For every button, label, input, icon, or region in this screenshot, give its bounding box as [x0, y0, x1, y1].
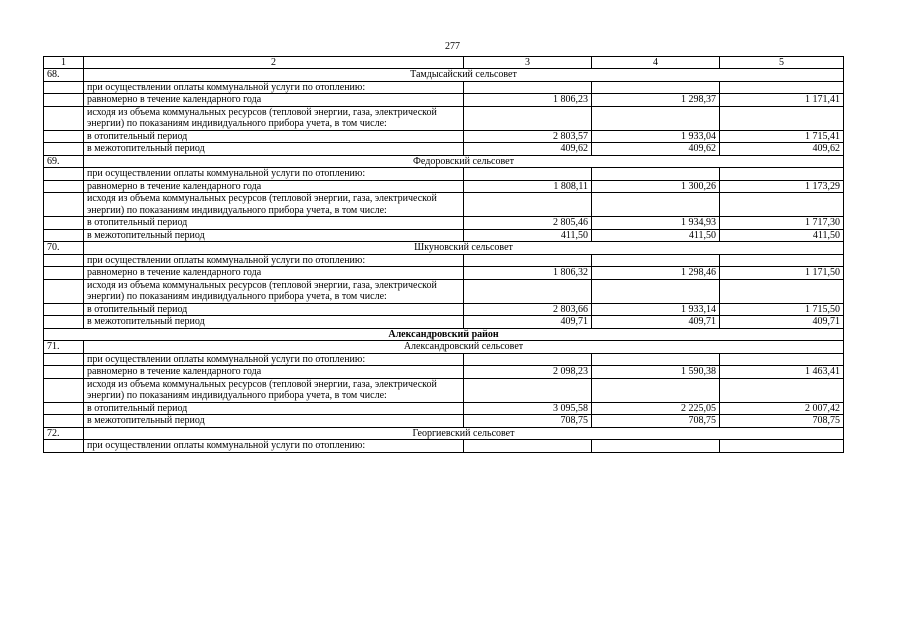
empty-cell — [44, 440, 84, 453]
empty-cell — [464, 168, 592, 181]
value-cell: 411,50 — [720, 229, 844, 242]
intro-row — [44, 353, 844, 366]
empty-cell — [592, 440, 720, 453]
row-label: при осуществлении оплаты коммунальной услуги по отоплению: — [84, 168, 464, 181]
empty-cell — [44, 415, 84, 428]
section-row — [44, 69, 844, 82]
row-label: в межотопительный период — [84, 316, 464, 329]
row-label: равномерно в течение календарного года — [84, 180, 464, 193]
header-row — [44, 57, 844, 69]
row-label: в отопительный период — [84, 217, 464, 230]
empty-cell — [720, 279, 844, 303]
value-cell: 409,71 — [592, 316, 720, 329]
empty-cell — [44, 143, 84, 156]
empty-cell — [44, 106, 84, 130]
empty-cell — [44, 217, 84, 230]
empty-cell — [720, 440, 844, 453]
empty-cell — [44, 168, 84, 181]
intro-row — [44, 81, 844, 94]
empty-cell — [44, 94, 84, 107]
intro-row — [44, 168, 844, 181]
empty-cell — [44, 366, 84, 379]
empty-cell — [720, 353, 844, 366]
value-cell: 1 715,50 — [720, 303, 844, 316]
value-cell: 2 225,05 — [592, 402, 720, 415]
empty-cell — [592, 81, 720, 94]
empty-cell — [44, 193, 84, 217]
row-label: в межотопительный период — [84, 229, 464, 242]
value-cell: 708,75 — [720, 415, 844, 428]
based-on-row — [44, 106, 844, 130]
row-number: 70. — [44, 242, 84, 255]
value-cell: 1 590,38 — [592, 366, 720, 379]
based-on-row — [44, 378, 844, 402]
interheating-row — [44, 143, 844, 156]
section-name: Георгиевский сельсовет — [84, 427, 844, 440]
section-name: Федоровский сельсовет — [84, 155, 844, 168]
value-cell: 3 095,58 — [464, 402, 592, 415]
page-number: 277 — [445, 41, 460, 52]
value-cell: 411,50 — [592, 229, 720, 242]
empty-cell — [44, 267, 84, 280]
empty-cell — [44, 130, 84, 143]
tariff-table — [43, 56, 844, 453]
heating-row — [44, 217, 844, 230]
value-cell: 1 298,37 — [592, 94, 720, 107]
value-cell: 1 806,32 — [464, 267, 592, 280]
value-cell: 1 806,23 — [464, 94, 592, 107]
header-cell: 4 — [592, 57, 720, 69]
uniform-row — [44, 94, 844, 107]
value-cell: 409,62 — [464, 143, 592, 156]
value-cell: 708,75 — [464, 415, 592, 428]
section-row — [44, 155, 844, 168]
section-name: Александровский сельсовет — [84, 341, 844, 354]
empty-cell — [720, 193, 844, 217]
value-cell: 409,71 — [464, 316, 592, 329]
row-label: исходя из объема коммунальных ресурсов (тепловой энергии, газа, электрической энергии) по показаниям индивидуального прибора учета, в том числе: — [84, 378, 464, 402]
row-label: в отопительный период — [84, 402, 464, 415]
row-label: в отопительный период — [84, 130, 464, 143]
value-cell: 2 805,46 — [464, 217, 592, 230]
empty-cell — [592, 279, 720, 303]
empty-cell — [464, 106, 592, 130]
empty-cell — [592, 106, 720, 130]
empty-cell — [44, 402, 84, 415]
empty-cell — [44, 316, 84, 329]
empty-cell — [720, 254, 844, 267]
empty-cell — [592, 353, 720, 366]
empty-cell — [720, 81, 844, 94]
empty-cell — [464, 353, 592, 366]
row-number: 68. — [44, 69, 84, 82]
empty-cell — [720, 106, 844, 130]
row-number: 72. — [44, 427, 84, 440]
value-cell: 1 934,93 — [592, 217, 720, 230]
empty-cell — [720, 378, 844, 402]
section-row — [44, 341, 844, 354]
section-name: Тамдысайский сельсовет — [84, 69, 844, 82]
row-label: в межотопительный период — [84, 143, 464, 156]
intro-row — [44, 254, 844, 267]
row-label: исходя из объема коммунальных ресурсов (тепловой энергии, газа, электрической энергии) по показаниям индивидуального прибора учета, в том числе: — [84, 106, 464, 130]
uniform-row — [44, 180, 844, 193]
row-label: при осуществлении оплаты коммунальной услуги по отоплению: — [84, 81, 464, 94]
empty-cell — [464, 254, 592, 267]
value-cell: 2 803,57 — [464, 130, 592, 143]
value-cell: 1 463,41 — [720, 366, 844, 379]
based-on-row — [44, 193, 844, 217]
row-label: при осуществлении оплаты коммунальной услуги по отоплению: — [84, 353, 464, 366]
empty-cell — [592, 254, 720, 267]
empty-cell — [720, 168, 844, 181]
header-cell: 1 — [44, 57, 84, 69]
value-cell: 1 173,29 — [720, 180, 844, 193]
interheating-row — [44, 316, 844, 329]
section-row — [44, 242, 844, 255]
value-cell: 1 933,14 — [592, 303, 720, 316]
based-on-row — [44, 279, 844, 303]
section-row — [44, 427, 844, 440]
header-cell: 5 — [720, 57, 844, 69]
district-heading: Александровский район — [44, 328, 844, 341]
row-label: исходя из объема коммунальных ресурсов (тепловой энергии, газа, электрической энергии) по показаниям индивидуального прибора учета, в том числе: — [84, 193, 464, 217]
value-cell: 1 808,11 — [464, 180, 592, 193]
row-label: равномерно в течение календарного года — [84, 366, 464, 379]
interheating-row — [44, 415, 844, 428]
empty-cell — [464, 81, 592, 94]
empty-cell — [44, 81, 84, 94]
empty-cell — [464, 193, 592, 217]
empty-cell — [464, 378, 592, 402]
value-cell: 2 098,23 — [464, 366, 592, 379]
value-cell: 1 171,50 — [720, 267, 844, 280]
value-cell: 409,62 — [592, 143, 720, 156]
intro-row — [44, 440, 844, 453]
row-label: равномерно в течение календарного года — [84, 267, 464, 280]
value-cell: 1 171,41 — [720, 94, 844, 107]
empty-cell — [44, 254, 84, 267]
empty-cell — [592, 193, 720, 217]
value-cell: 409,62 — [720, 143, 844, 156]
row-label: исходя из объема коммунальных ресурсов (тепловой энергии, газа, электрической энергии) по показаниям индивидуального прибора учета, в том числе: — [84, 279, 464, 303]
value-cell: 1 298,46 — [592, 267, 720, 280]
row-number: 71. — [44, 341, 84, 354]
empty-cell — [464, 279, 592, 303]
value-cell: 1 933,04 — [592, 130, 720, 143]
value-cell: 1 715,41 — [720, 130, 844, 143]
row-label: в межотопительный период — [84, 415, 464, 428]
uniform-row — [44, 267, 844, 280]
row-number: 69. — [44, 155, 84, 168]
empty-cell — [44, 229, 84, 242]
heating-row — [44, 130, 844, 143]
value-cell: 409,71 — [720, 316, 844, 329]
section-name: Шкуновский сельсовет — [84, 242, 844, 255]
heating-row — [44, 402, 844, 415]
row-label: равномерно в течение календарного года — [84, 94, 464, 107]
value-cell: 1 717,30 — [720, 217, 844, 230]
heating-row — [44, 303, 844, 316]
empty-cell — [44, 378, 84, 402]
row-label: при осуществлении оплаты коммунальной услуги по отоплению: — [84, 440, 464, 453]
empty-cell — [44, 180, 84, 193]
header-cell: 3 — [464, 57, 592, 69]
empty-cell — [464, 440, 592, 453]
row-label: в отопительный период — [84, 303, 464, 316]
empty-cell — [44, 279, 84, 303]
empty-cell — [44, 353, 84, 366]
value-cell: 2 007,42 — [720, 402, 844, 415]
header-cell: 2 — [84, 57, 464, 69]
row-label: при осуществлении оплаты коммунальной услуги по отоплению: — [84, 254, 464, 267]
uniform-row — [44, 366, 844, 379]
value-cell: 708,75 — [592, 415, 720, 428]
interheating-row — [44, 229, 844, 242]
empty-cell — [592, 168, 720, 181]
value-cell: 2 803,66 — [464, 303, 592, 316]
value-cell: 411,50 — [464, 229, 592, 242]
empty-cell — [592, 378, 720, 402]
district-heading-row — [44, 328, 844, 341]
empty-cell — [44, 303, 84, 316]
value-cell: 1 300,26 — [592, 180, 720, 193]
